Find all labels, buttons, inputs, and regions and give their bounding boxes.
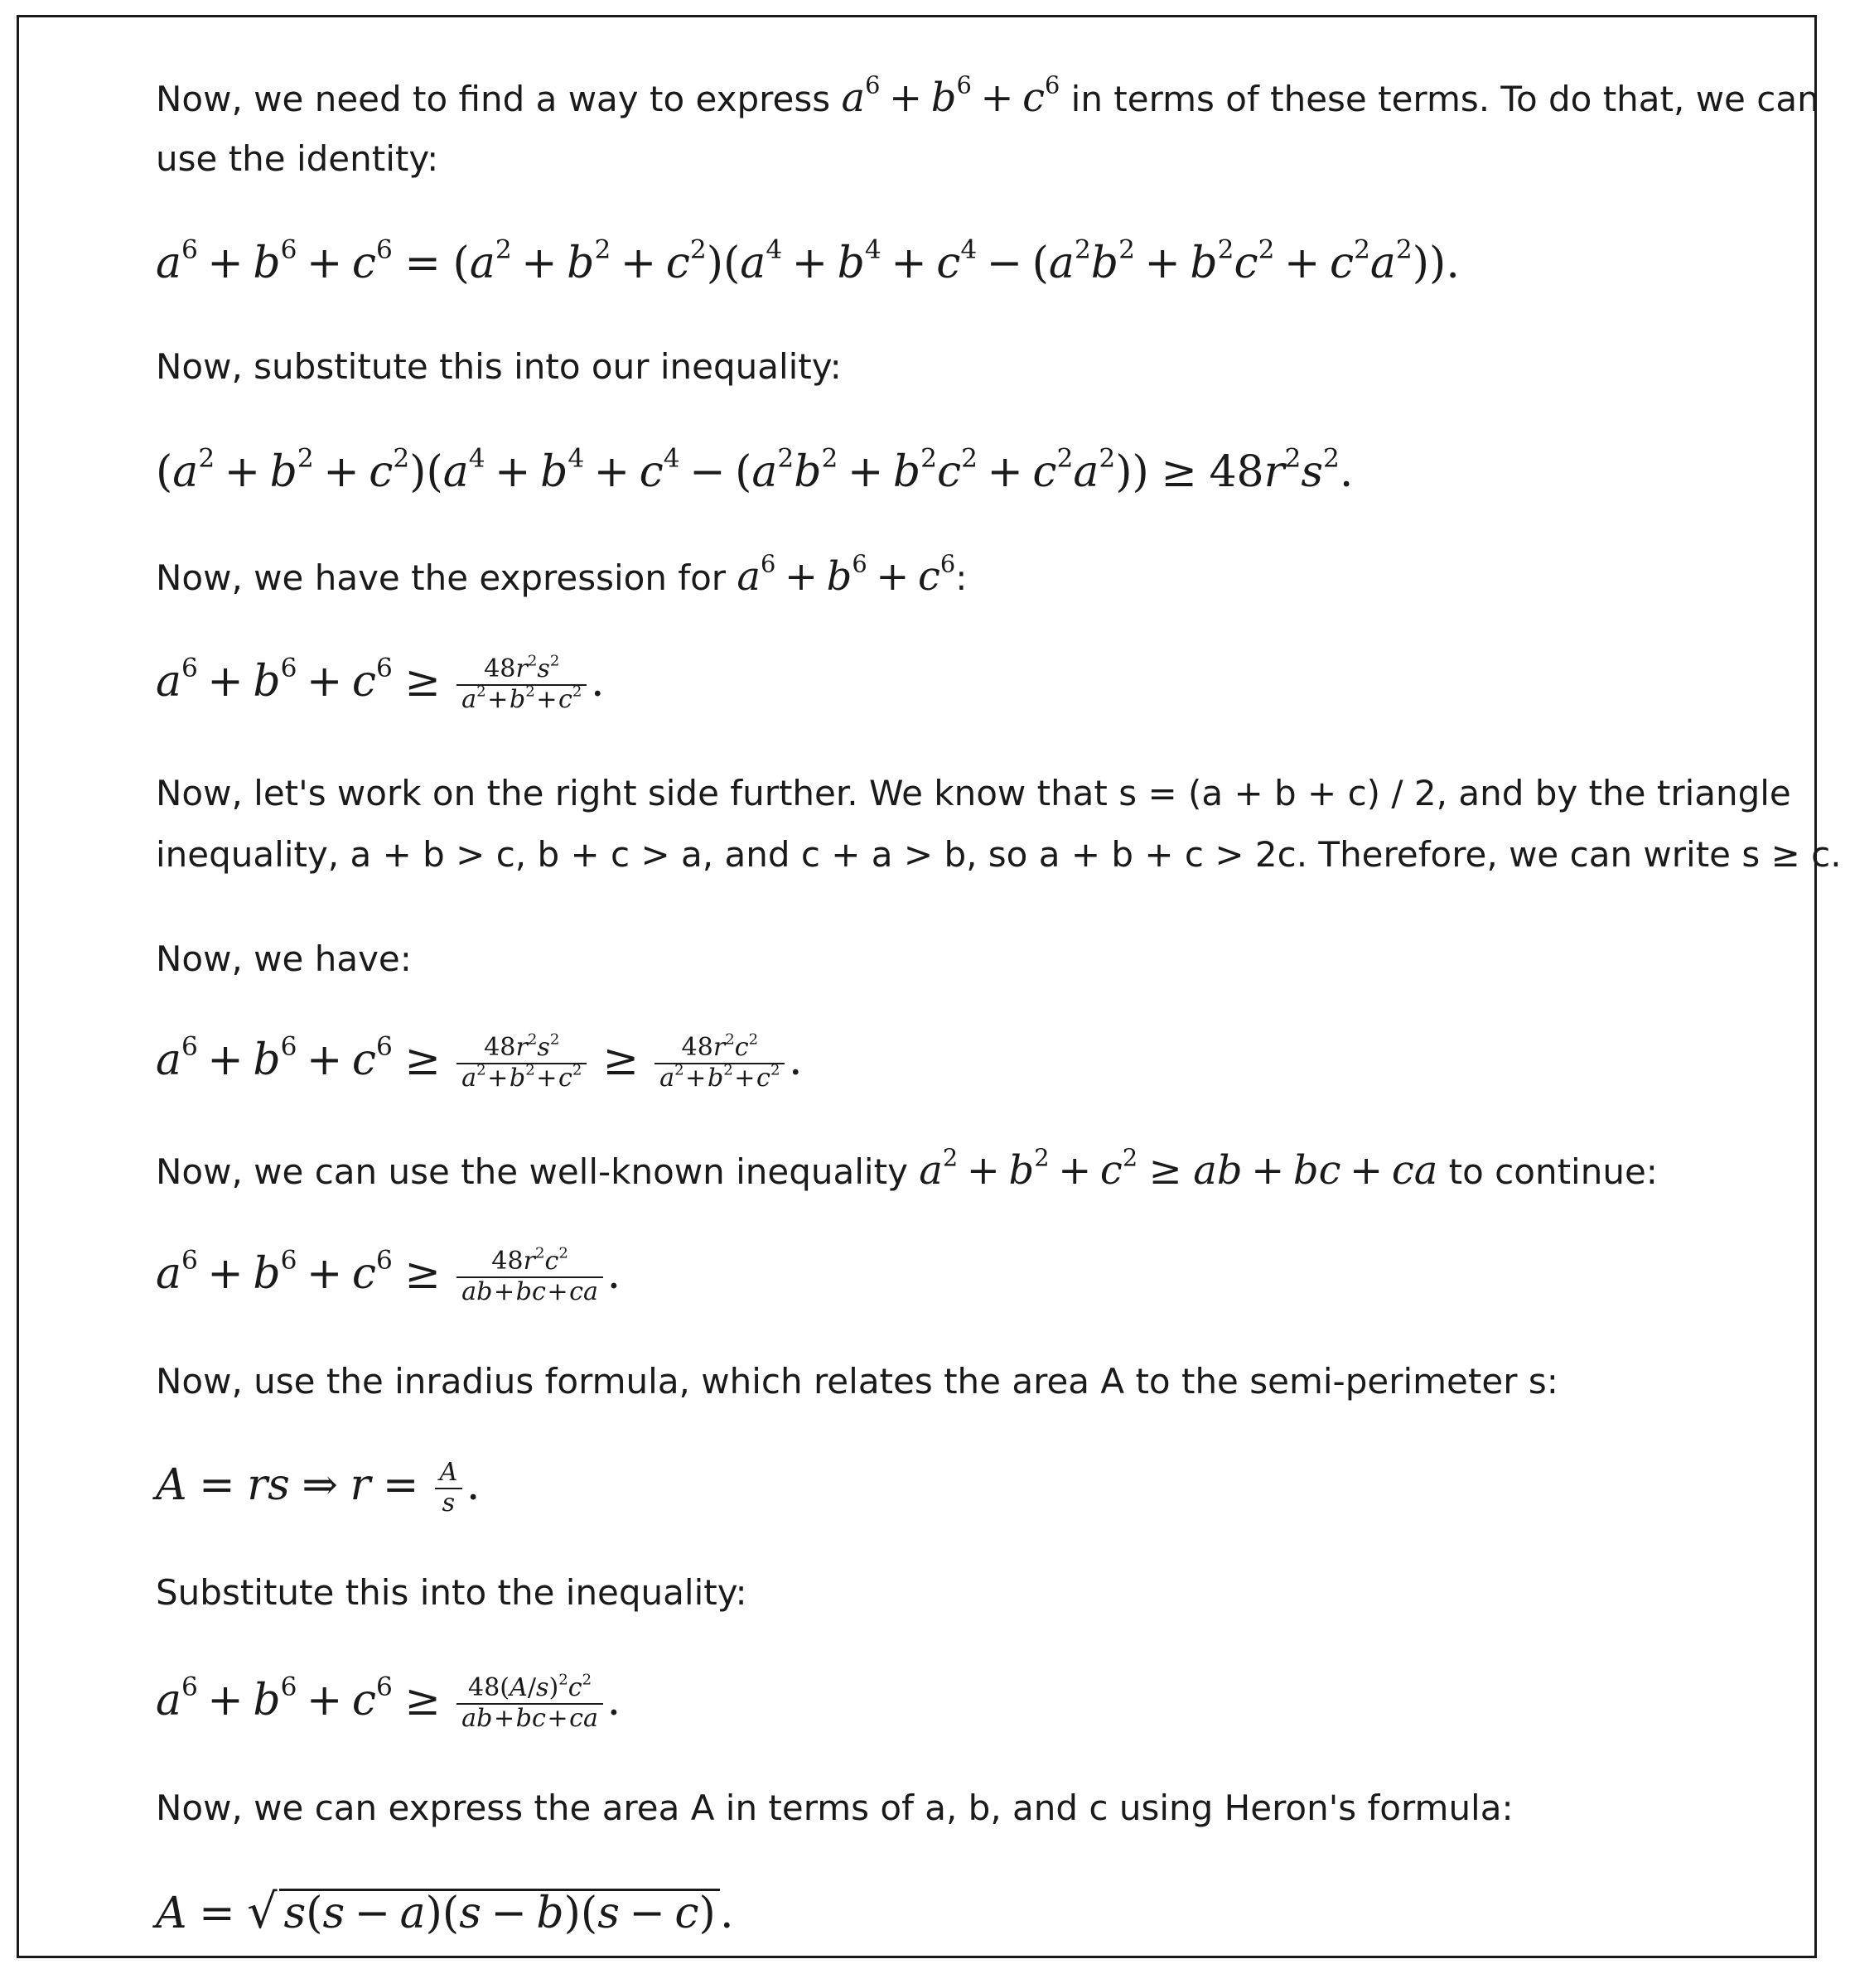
paragraph-intro-line2: use the identity: bbox=[156, 138, 439, 179]
fraction: $\frac{A}{s}$ bbox=[435, 1459, 463, 1518]
paragraph-right-side-line2: inequality, a + b > c, b + c > a, and c + a > b, so a + b + c > 2c. Therefore, we can write s ≥ c. bbox=[156, 834, 1842, 875]
equation-heron: A = √ s(s − a)(s − b)(s − c). bbox=[156, 1884, 734, 1939]
inline-math-known-inequality: $a^2 + b^2 + c^2$ ≥ ab + bc + ca bbox=[919, 1143, 1438, 1194]
equation-identity: $a^6 + b^6 + c^6 = (a^2 + b^2 + c^2)(a^4 + b^4 + c^4 - (a^2b^2 + b^2c^2 + c^2a^2))$. bbox=[156, 234, 1460, 288]
inline-math-sum-sixth: $a^6 + b^6 + c^6$ bbox=[737, 549, 956, 600]
fraction: $\frac{48r^2s^2}{a^2+b^2+c^2}$ bbox=[456, 655, 587, 714]
text: Now, we need to find a way to express bbox=[156, 79, 842, 119]
fraction: $\frac{48(A/s)^2c^2}{ab+bc+ca}$ bbox=[456, 1674, 603, 1733]
equation-substituted: $(a^2 + b^2 + c^2)(a^4 + b^4 + c^4 - (a^2b^2 + b^2c^2 + c^2a^2)) \ge 48r^2s^2$. bbox=[156, 443, 1354, 497]
paragraph-heron: Now, we can express the area A in terms of a, b, and c using Heron's formula: bbox=[156, 1788, 1514, 1828]
text: to continue: bbox=[1437, 1151, 1658, 1192]
fraction: $\frac{48r^2c^2}{a^2+b^2+c^2}$ bbox=[655, 1034, 785, 1093]
equation-bound-chain: $a^6 + b^6 + c^6$ ≥ $\frac{48r^2s^2}{a^2+b^2+c^2}$ ≥ $\frac{48r^2c^2}{a^2+b^2+c^2}$ . bbox=[156, 1030, 803, 1093]
equation-bound1: $a^6 + b^6 + c^6$ ≥ $\frac{48r^2s^2}{a^2+b^2+c^2}$ . bbox=[156, 652, 605, 714]
text: Now, we have the expression for bbox=[156, 557, 737, 598]
paragraph-intro-line1 bbox=[156, 67, 1819, 130]
inline-math-sum-sixth: $a^6 + b^6 + c^6$ bbox=[841, 70, 1060, 121]
paragraph-right-side-line1: Now, let's work on the right side further. We know that s = (a + b + c) / 2, and by the triangle bbox=[156, 773, 1791, 813]
paragraph-substitute: Now, substitute this into our inequality: bbox=[156, 346, 842, 387]
paragraph-we-have: Now, we have: bbox=[156, 939, 412, 979]
paragraph-substitute-inequality: Substitute this into the inequality: bbox=[156, 1572, 747, 1613]
equation-bound3: $a^6 + b^6 + c^6$ ≥ $\frac{48(A/s)^2c^2}{ab+bc+ca}$ . bbox=[156, 1671, 621, 1733]
document-frame bbox=[17, 15, 1842, 1958]
paragraph-expression-for bbox=[156, 546, 967, 609]
equation-inradius: A = rs ⇒ r = $\frac{A}{s}$ . bbox=[156, 1457, 481, 1518]
paragraph-inradius: Now, use the inradius formula, which relates the area A to the semi-perimeter s: bbox=[156, 1361, 1558, 1402]
fraction: $\frac{48r^2c^2}{ab+bc+ca}$ bbox=[456, 1247, 603, 1306]
text: : bbox=[955, 557, 968, 598]
text: in terms of these terms. To do that, we can bbox=[1060, 79, 1819, 119]
square-root-sign: √ bbox=[247, 1884, 278, 1939]
equation-bound2: $a^6 + b^6 + c^6$ ≥ $\frac{48r^2c^2}{ab+bc+ca}$ . bbox=[156, 1244, 621, 1306]
paragraph-well-known bbox=[156, 1140, 1658, 1203]
fraction: $\frac{48r^2s^2}{a^2+b^2+c^2}$ bbox=[456, 1034, 587, 1093]
text: Now, we can use the well-known inequality bbox=[156, 1151, 920, 1192]
